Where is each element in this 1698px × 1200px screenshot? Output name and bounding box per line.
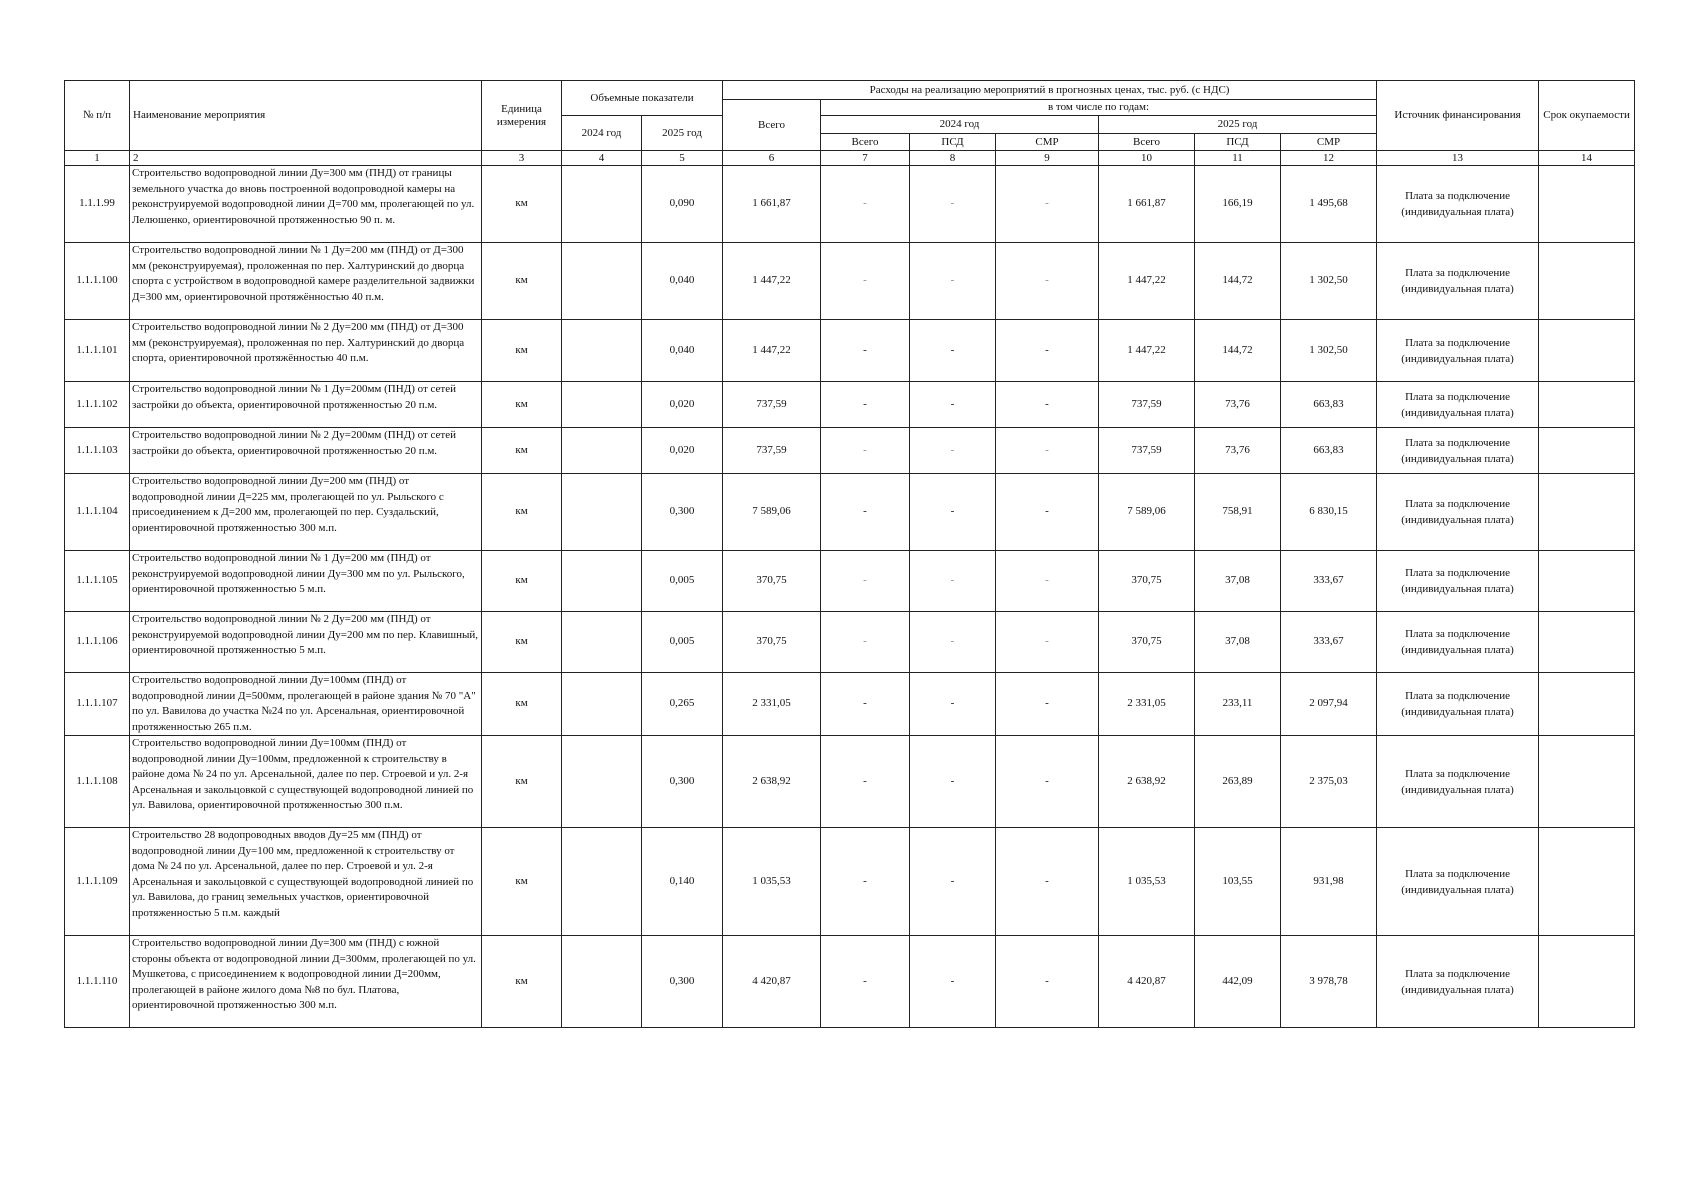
row-volume-2024 bbox=[562, 428, 642, 474]
row-total-2025: 370,75 bbox=[1099, 612, 1195, 673]
row-num: 1.1.1.107 bbox=[65, 673, 130, 736]
row-psd-2025: 103,55 bbox=[1195, 828, 1281, 936]
row-num: 1.1.1.99 bbox=[65, 166, 130, 243]
row-unit: км bbox=[482, 736, 562, 828]
row-unit: км bbox=[482, 612, 562, 673]
row-num: 1.1.1.104 bbox=[65, 474, 130, 551]
row-total: 2 638,92 bbox=[723, 736, 821, 828]
row-volume-2025: 0,300 bbox=[642, 474, 723, 551]
row-total: 1 447,22 bbox=[723, 320, 821, 382]
header-unit: Единица измерения bbox=[482, 81, 562, 151]
row-psd-2024: - bbox=[910, 243, 996, 320]
row-source: Плата за подключение (индивидуальная плата) bbox=[1377, 320, 1539, 382]
header-volume-2024: 2024 год bbox=[562, 116, 642, 151]
row-psd-2025: 144,72 bbox=[1195, 243, 1281, 320]
row-payback bbox=[1539, 382, 1635, 428]
header-expenses-2025: 2025 год bbox=[1099, 116, 1377, 134]
row-source: Плата за подключение (индивидуальная плата) bbox=[1377, 936, 1539, 1028]
row-num: 1.1.1.102 bbox=[65, 382, 130, 428]
row-psd-2025: 37,08 bbox=[1195, 612, 1281, 673]
table-header bbox=[65, 81, 1635, 166]
row-total-2024: - bbox=[821, 428, 910, 474]
row-total: 737,59 bbox=[723, 382, 821, 428]
row-volume-2024 bbox=[562, 736, 642, 828]
col-number: 4 bbox=[562, 151, 642, 166]
table-row bbox=[65, 736, 1635, 828]
row-num: 1.1.1.100 bbox=[65, 243, 130, 320]
row-total-2025: 1 035,53 bbox=[1099, 828, 1195, 936]
row-smr-2025: 663,83 bbox=[1281, 428, 1377, 474]
row-name: Строительство водопроводной линии № 1 Ду=200мм (ПНД) от сетей застройки до объекта, ориентировочной протяженностью 20 п.м. bbox=[130, 382, 482, 428]
row-total: 2 331,05 bbox=[723, 673, 821, 736]
row-total-2024: - bbox=[821, 551, 910, 612]
row-psd-2025: 73,76 bbox=[1195, 428, 1281, 474]
row-name: Строительство водопроводной линии Ду=300 мм (ПНД) с южной стороны объекта от водопроводной линии Д=300мм, пролегающей по ул. Мушкетова, с присоединением к водопроводной линии Д=200мм, пролегающей в районе жилого дома №8 по бул. Платова, ориентировочной протяженностью 300 м.п. bbox=[130, 936, 482, 1028]
row-unit: км bbox=[482, 828, 562, 936]
row-smr-2024: - bbox=[996, 736, 1099, 828]
column-numbers-row bbox=[65, 151, 1635, 166]
table-row bbox=[65, 828, 1635, 936]
row-volume-2025: 0,020 bbox=[642, 382, 723, 428]
row-total-2024: - bbox=[821, 736, 910, 828]
row-total-2024: - bbox=[821, 828, 910, 936]
row-volume-2024 bbox=[562, 243, 642, 320]
header-expenses: Расходы на реализацию мероприятий в прогнозных ценах, тыс. руб. (с НДС) bbox=[723, 81, 1377, 100]
row-name: Строительство водопроводной линии Ду=200 мм (ПНД) от водопроводной линии Д=225 мм, пролегающей по ул. Рыльского с присоединением к Д=200 мм, пролегающей по пер. Суздальский, ориентировочной протяженностью 300 м.п. bbox=[130, 474, 482, 551]
row-total-2025: 737,59 bbox=[1099, 382, 1195, 428]
row-payback bbox=[1539, 243, 1635, 320]
col-number: 14 bbox=[1539, 151, 1635, 166]
row-volume-2024 bbox=[562, 936, 642, 1028]
investment-program-table bbox=[64, 80, 1635, 1028]
table-body bbox=[65, 166, 1635, 1028]
row-volume-2024 bbox=[562, 166, 642, 243]
row-source: Плата за подключение (индивидуальная плата) bbox=[1377, 243, 1539, 320]
table-row bbox=[65, 551, 1635, 612]
header-smr-2025: СМР bbox=[1281, 134, 1377, 151]
row-name: Строительство водопроводной линии № 1 Ду=200 мм (ПНД) от Д=300 мм (реконструируемая), проложенная по пер. Халтуринский до дворца спорта с устройством в водопроводной камере разделительной задвижки Д=300 мм, ориентировочной протяжённостью 40 п.м. bbox=[130, 243, 482, 320]
row-name: Строительство водопроводной линии № 2 Ду=200 мм (ПНД) от Д=300 мм (реконструируемая), проложенная по пер. Халтуринский до дворца спорта, ориентировочной протяжённостью 40 п.м. bbox=[130, 320, 482, 382]
row-unit: км bbox=[482, 166, 562, 243]
row-volume-2024 bbox=[562, 612, 642, 673]
row-total-2024: - bbox=[821, 243, 910, 320]
row-num: 1.1.1.103 bbox=[65, 428, 130, 474]
table-row bbox=[65, 243, 1635, 320]
row-total-2024: - bbox=[821, 673, 910, 736]
row-total: 370,75 bbox=[723, 612, 821, 673]
row-total-2025: 2 638,92 bbox=[1099, 736, 1195, 828]
col-number: 12 bbox=[1281, 151, 1377, 166]
row-psd-2024: - bbox=[910, 673, 996, 736]
row-source: Плата за подключение (индивидуальная плата) bbox=[1377, 612, 1539, 673]
row-name: Строительство водопроводной линии Ду=300 мм (ПНД) от границы земельного участка до вновь построенной водопроводной камеры на реконструируемой водопроводной линии Д=700 мм, пролегающей по ул. Лелюшенко, ориентировочной протяженностью 90 п. м. bbox=[130, 166, 482, 243]
row-source: Плата за подключение (индивидуальная плата) bbox=[1377, 828, 1539, 936]
header-volume: Объемные показатели bbox=[562, 81, 723, 116]
row-volume-2024 bbox=[562, 828, 642, 936]
row-payback bbox=[1539, 320, 1635, 382]
row-smr-2024: - bbox=[996, 673, 1099, 736]
row-source: Плата за подключение (индивидуальная плата) bbox=[1377, 382, 1539, 428]
col-number: 10 bbox=[1099, 151, 1195, 166]
row-volume-2024 bbox=[562, 673, 642, 736]
col-number: 6 bbox=[723, 151, 821, 166]
row-unit: км bbox=[482, 320, 562, 382]
header-by-years: в том числе по годам: bbox=[821, 100, 1377, 116]
table-row bbox=[65, 320, 1635, 382]
row-payback bbox=[1539, 428, 1635, 474]
row-smr-2025: 333,67 bbox=[1281, 612, 1377, 673]
row-name: Строительство водопроводной линии № 1 Ду=200 мм (ПНД) от реконструируемой водопроводной линии Ду=300 мм по ул. Рыльского, ориентировочной протяженностью 5 м.п. bbox=[130, 551, 482, 612]
row-total: 4 420,87 bbox=[723, 936, 821, 1028]
row-smr-2024: - bbox=[996, 320, 1099, 382]
header-smr-2024: СМР bbox=[996, 134, 1099, 151]
row-total: 1 447,22 bbox=[723, 243, 821, 320]
row-total: 1 035,53 bbox=[723, 828, 821, 936]
row-psd-2025: 73,76 bbox=[1195, 382, 1281, 428]
table-row bbox=[65, 673, 1635, 736]
row-psd-2025: 166,19 bbox=[1195, 166, 1281, 243]
row-name: Строительство водопроводной линии Ду=100мм (ПНД) от водопроводной линии Ду=100мм, предложенной к строительству в районе дома № 24 по ул. Арсенальной, далее по пер. Строевой и ул. 2-я Арсенальная и закольцовкой с существующей водопроводной линией по ул. Вавилова, ориентировочной протяженностью 300 п.м. bbox=[130, 736, 482, 828]
row-payback bbox=[1539, 736, 1635, 828]
row-name: Строительство водопроводной линии Ду=100мм (ПНД) от водопроводной линии Д=500мм, пролегающей в районе здания № 70 "А" по ул. Вавилова до участка №24 по ул. Арсенальная, ориентировочной протяженностью 265 п.м. bbox=[130, 673, 482, 736]
row-smr-2025: 1 495,68 bbox=[1281, 166, 1377, 243]
row-total-2025: 1 447,22 bbox=[1099, 243, 1195, 320]
row-unit: км bbox=[482, 936, 562, 1028]
row-total-2024: - bbox=[821, 166, 910, 243]
row-total: 370,75 bbox=[723, 551, 821, 612]
row-psd-2024: - bbox=[910, 612, 996, 673]
table-row bbox=[65, 474, 1635, 551]
col-number: 11 bbox=[1195, 151, 1281, 166]
row-total-2025: 370,75 bbox=[1099, 551, 1195, 612]
row-smr-2024: - bbox=[996, 382, 1099, 428]
row-volume-2025: 0,300 bbox=[642, 936, 723, 1028]
row-source: Плата за подключение (индивидуальная плата) bbox=[1377, 428, 1539, 474]
row-payback bbox=[1539, 166, 1635, 243]
row-smr-2025: 2 375,03 bbox=[1281, 736, 1377, 828]
row-num: 1.1.1.101 bbox=[65, 320, 130, 382]
row-volume-2024 bbox=[562, 382, 642, 428]
row-smr-2025: 2 097,94 bbox=[1281, 673, 1377, 736]
header-psd-2024: ПСД bbox=[910, 134, 996, 151]
row-total-2024: - bbox=[821, 936, 910, 1028]
col-number: 9 bbox=[996, 151, 1099, 166]
col-number: 5 bbox=[642, 151, 723, 166]
row-smr-2025: 6 830,15 bbox=[1281, 474, 1377, 551]
row-unit: км bbox=[482, 428, 562, 474]
document-page bbox=[64, 80, 1634, 1028]
header-name: Наименование мероприятия bbox=[130, 81, 482, 151]
row-psd-2025: 144,72 bbox=[1195, 320, 1281, 382]
row-psd-2025: 758,91 bbox=[1195, 474, 1281, 551]
row-total: 737,59 bbox=[723, 428, 821, 474]
row-unit: км bbox=[482, 551, 562, 612]
row-total: 1 661,87 bbox=[723, 166, 821, 243]
row-total-2025: 737,59 bbox=[1099, 428, 1195, 474]
row-total-2025: 1 661,87 bbox=[1099, 166, 1195, 243]
row-psd-2025: 263,89 bbox=[1195, 736, 1281, 828]
row-psd-2025: 37,08 bbox=[1195, 551, 1281, 612]
row-smr-2024: - bbox=[996, 243, 1099, 320]
col-number: 3 bbox=[482, 151, 562, 166]
row-unit: км bbox=[482, 673, 562, 736]
row-smr-2024: - bbox=[996, 936, 1099, 1028]
row-psd-2024: - bbox=[910, 474, 996, 551]
row-psd-2024: - bbox=[910, 551, 996, 612]
row-source: Плата за подключение (индивидуальная плата) bbox=[1377, 474, 1539, 551]
row-unit: км bbox=[482, 382, 562, 428]
header-psd-2025: ПСД bbox=[1195, 134, 1281, 151]
row-source: Плата за подключение (индивидуальная плата) bbox=[1377, 166, 1539, 243]
row-volume-2025: 0,090 bbox=[642, 166, 723, 243]
row-total-2025: 2 331,05 bbox=[1099, 673, 1195, 736]
row-num: 1.1.1.108 bbox=[65, 736, 130, 828]
col-number: 7 bbox=[821, 151, 910, 166]
row-psd-2025: 442,09 bbox=[1195, 936, 1281, 1028]
row-source: Плата за подключение (индивидуальная плата) bbox=[1377, 673, 1539, 736]
row-psd-2024: - bbox=[910, 428, 996, 474]
header-num: № п/п bbox=[65, 81, 130, 151]
row-num: 1.1.1.105 bbox=[65, 551, 130, 612]
row-name: Строительство 28 водопроводных вводов Ду=25 мм (ПНД) от водопроводной линии Ду=100 мм, предложенной к строительству от дома № 24 по ул. Арсенальной, далее по пер. Строевой и ул. 2-я Арсенальная и закольцовкой с существующей водопроводной линией по ул. Вавилова, до границ земельных участков, ориентировочной протяженностью 5 п.м. каждый bbox=[130, 828, 482, 936]
row-smr-2025: 3 978,78 bbox=[1281, 936, 1377, 1028]
row-psd-2024: - bbox=[910, 320, 996, 382]
row-smr-2025: 333,67 bbox=[1281, 551, 1377, 612]
header-source: Источник финансирования bbox=[1377, 81, 1539, 151]
header-total-2024: Всего bbox=[821, 134, 910, 151]
table-row bbox=[65, 612, 1635, 673]
row-source: Плата за подключение (индивидуальная плата) bbox=[1377, 551, 1539, 612]
row-volume-2025: 0,040 bbox=[642, 243, 723, 320]
row-psd-2025: 233,11 bbox=[1195, 673, 1281, 736]
row-psd-2024: - bbox=[910, 936, 996, 1028]
row-total-2025: 4 420,87 bbox=[1099, 936, 1195, 1028]
col-number: 8 bbox=[910, 151, 996, 166]
row-volume-2024 bbox=[562, 551, 642, 612]
row-smr-2025: 1 302,50 bbox=[1281, 320, 1377, 382]
row-unit: км bbox=[482, 474, 562, 551]
row-volume-2025: 0,265 bbox=[642, 673, 723, 736]
row-volume-2025: 0,300 bbox=[642, 736, 723, 828]
row-source: Плата за подключение (индивидуальная плата) bbox=[1377, 736, 1539, 828]
row-name: Строительство водопроводной линии № 2 Ду=200мм (ПНД) от сетей застройки до объекта, ориентировочной протяженностью 20 п.м. bbox=[130, 428, 482, 474]
row-smr-2024: - bbox=[996, 612, 1099, 673]
row-volume-2024 bbox=[562, 474, 642, 551]
row-volume-2025: 0,040 bbox=[642, 320, 723, 382]
row-name: Строительство водопроводной линии № 2 Ду=200 мм (ПНД) от реконструируемой водопроводной линии Ду=200 мм по пер. Клавишный, ориентировочной протяженностью 5 м.п. bbox=[130, 612, 482, 673]
header-total: Всего bbox=[723, 100, 821, 151]
row-psd-2024: - bbox=[910, 828, 996, 936]
row-psd-2024: - bbox=[910, 166, 996, 243]
col-number: 13 bbox=[1377, 151, 1539, 166]
row-total-2024: - bbox=[821, 382, 910, 428]
row-psd-2024: - bbox=[910, 382, 996, 428]
row-smr-2024: - bbox=[996, 428, 1099, 474]
row-smr-2025: 663,83 bbox=[1281, 382, 1377, 428]
header-expenses-2024: 2024 год bbox=[821, 116, 1099, 134]
table-row bbox=[65, 428, 1635, 474]
row-num: 1.1.1.109 bbox=[65, 828, 130, 936]
row-smr-2025: 1 302,50 bbox=[1281, 243, 1377, 320]
row-num: 1.1.1.110 bbox=[65, 936, 130, 1028]
row-payback bbox=[1539, 612, 1635, 673]
row-total-2025: 7 589,06 bbox=[1099, 474, 1195, 551]
row-smr-2024: - bbox=[996, 551, 1099, 612]
row-volume-2025: 0,005 bbox=[642, 551, 723, 612]
row-volume-2025: 0,140 bbox=[642, 828, 723, 936]
row-volume-2024 bbox=[562, 320, 642, 382]
header-volume-2025: 2025 год bbox=[642, 116, 723, 151]
row-unit: км bbox=[482, 243, 562, 320]
row-payback bbox=[1539, 673, 1635, 736]
row-total-2025: 1 447,22 bbox=[1099, 320, 1195, 382]
table-row bbox=[65, 166, 1635, 243]
table-row bbox=[65, 382, 1635, 428]
row-payback bbox=[1539, 474, 1635, 551]
row-payback bbox=[1539, 936, 1635, 1028]
row-volume-2025: 0,005 bbox=[642, 612, 723, 673]
row-psd-2024: - bbox=[910, 736, 996, 828]
row-total-2024: - bbox=[821, 612, 910, 673]
row-total: 7 589,06 bbox=[723, 474, 821, 551]
row-smr-2025: 931,98 bbox=[1281, 828, 1377, 936]
col-number: 1 bbox=[65, 151, 130, 166]
row-volume-2025: 0,020 bbox=[642, 428, 723, 474]
col-number: 2 bbox=[130, 151, 482, 166]
row-total-2024: - bbox=[821, 474, 910, 551]
row-smr-2024: - bbox=[996, 828, 1099, 936]
row-payback bbox=[1539, 551, 1635, 612]
row-smr-2024: - bbox=[996, 474, 1099, 551]
row-smr-2024: - bbox=[996, 166, 1099, 243]
table-row bbox=[65, 936, 1635, 1028]
header-total-2025: Всего bbox=[1099, 134, 1195, 151]
row-total-2024: - bbox=[821, 320, 910, 382]
row-num: 1.1.1.106 bbox=[65, 612, 130, 673]
header-payback: Срок окупаемости bbox=[1539, 81, 1635, 151]
row-payback bbox=[1539, 828, 1635, 936]
